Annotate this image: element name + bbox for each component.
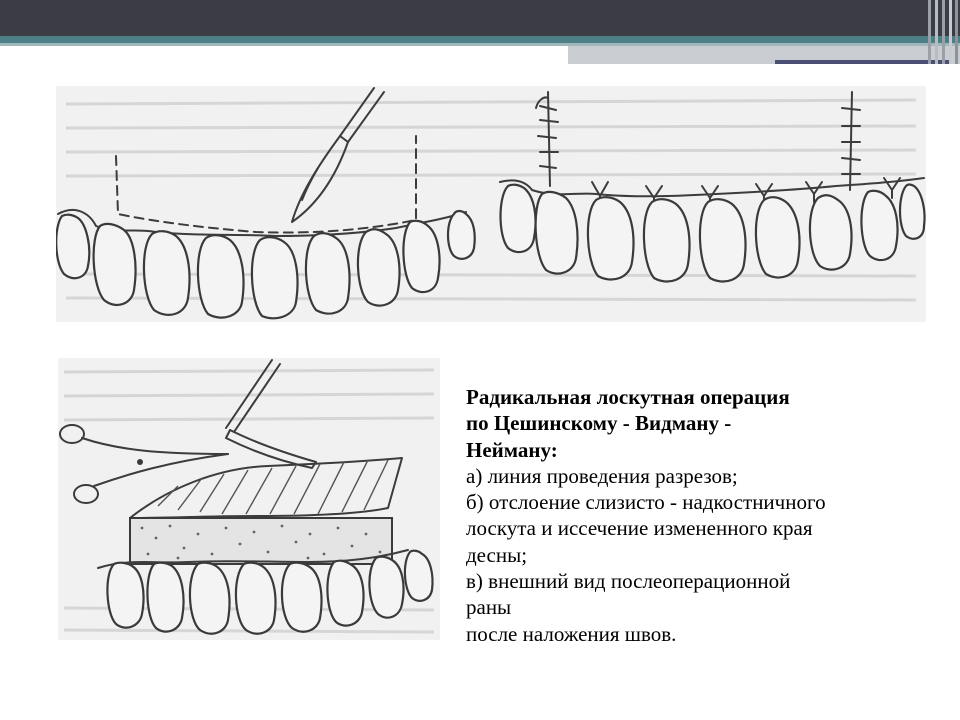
corner-stripes [926, 0, 960, 64]
header-bar [0, 0, 960, 36]
figure-caption [466, 384, 936, 647]
incision-lines-figure [56, 88, 474, 318]
header-accent-teal [0, 36, 960, 43]
caption-item-a: а) линия проведения разрезов; [466, 463, 738, 488]
header-blue-line [775, 60, 950, 64]
caption-item-c-line-1: в) внешний вид послеоперационной [466, 569, 791, 594]
caption-title-line-3: Нейману: [466, 437, 558, 462]
scissors-icon [60, 425, 228, 503]
caption-item-b-line-2: лоскута и иссечение измененного края [466, 516, 813, 541]
flap-excision-figure [60, 360, 433, 634]
sutures-figure [500, 92, 925, 282]
caption-item-b-line-1: б) отслоение слизисто - надкостничного [466, 490, 826, 515]
caption-item-c-line-3: после наложения швов. [466, 621, 677, 646]
scalpel-icon [292, 88, 384, 222]
caption-item-c-line-2: раны [466, 595, 512, 620]
caption-title-line-2: по Цешинскому - Видману - [466, 411, 732, 436]
bottom-illustration [58, 358, 440, 640]
caption-title-line-1: Радикальная лоскутная операция [466, 385, 790, 409]
caption-item-b-line-3: десны; [466, 542, 528, 567]
top-illustration [56, 86, 926, 322]
